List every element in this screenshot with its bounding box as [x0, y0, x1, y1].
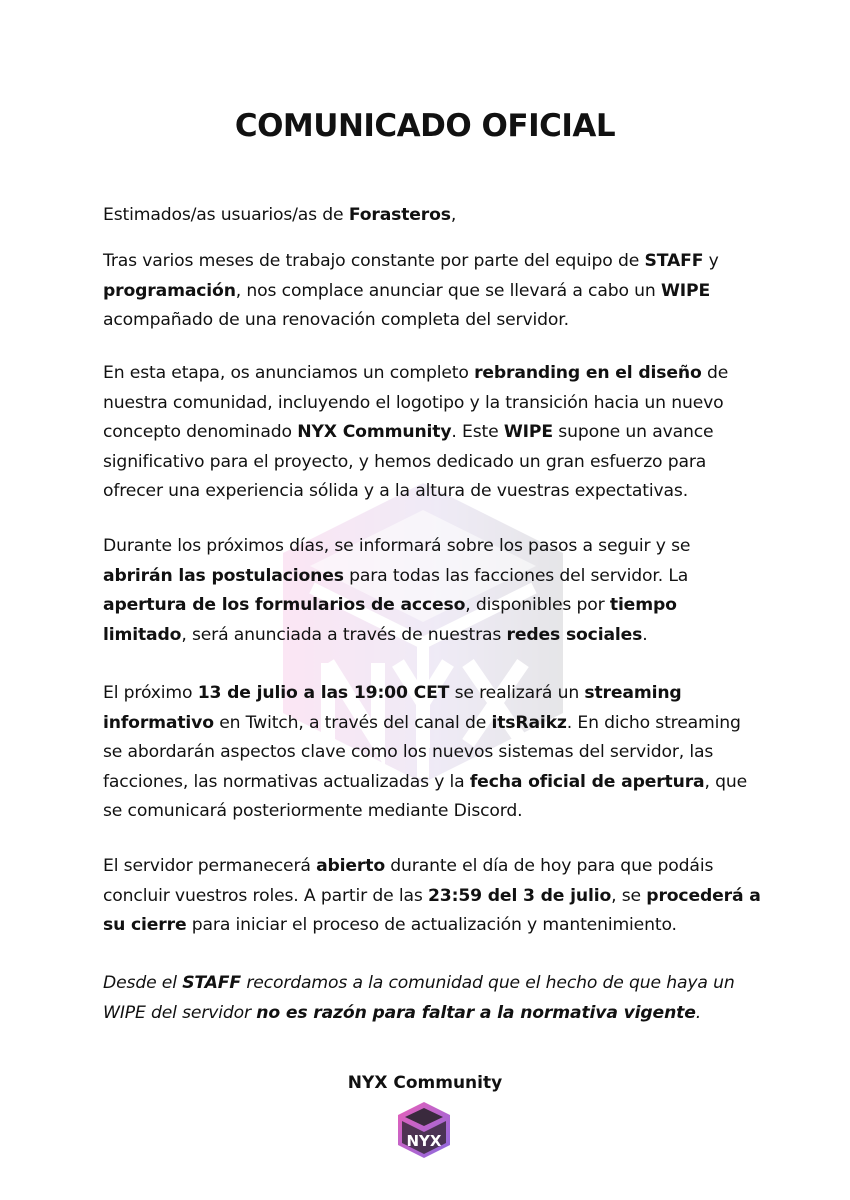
paragraph-streaming: El próximo 13 de julio a las 19:00 CET se realizará un streaming informativo en Twitch, a través del canal de itsRaikz. En dicho streaming se abordarán aspectos clave como los nuevos sistemas del servidor, las facciones, las normativas actualizadas y la fecha oficial de apertura, que se comunicará posteriormente mediante Discord.	[103, 683, 748, 821]
paragraph-cierre: El servidor permanecerá abierto durante el día de hoy para que podáis concluir vuestros roles. A partir de las 23:59 del 3 de julio, se procederá a su cierre para iniciar el proceso de actualización y mantenimiento.	[103, 856, 761, 935]
document-title: COMUNICADO OFICIAL	[234, 108, 616, 144]
nyx-logo-icon	[396, 1100, 452, 1160]
paragraph-postulaciones: Durante los próximos días, se informará sobre los pasos a seguir y se abrirán las postulaciones para todas las facciones del servidor. La apertura de los formularios de acceso, disponibles por tiempo limitado, será anunciada a través de nuestras redes sociales.	[103, 536, 691, 645]
signature: NYX Community	[347, 1073, 503, 1093]
logo-text: NYX	[406, 1132, 442, 1150]
greeting: Estimados/as usuarios/as de Forasteros,	[103, 205, 457, 225]
paragraph-rebranding: En esta etapa, os anunciamos un completo rebranding en el diseño de nuestra comunidad, incluyendo el logotipo y la transición hacia un nuevo concepto denominado NYX Community. Este WIPE supone un avance significativo para el proyecto, y hemos dedicado un gran esfuerzo para ofrecer una experiencia sólida y a la altura de vuestras expectativas.	[103, 363, 729, 501]
paragraph-normativa: Desde el STAFF recordamos a la comunidad que el hecho de que haya un WIPE del servidor no es razón para faltar a la normativa vigente.	[103, 973, 735, 1023]
paragraph-wipe-announcement: Tras varios meses de trabajo constante por parte del equipo de STAFF y programación, nos complace anunciar que se llevará a cabo un WIPE acompañado de una renovación completa del servidor.	[103, 251, 719, 330]
